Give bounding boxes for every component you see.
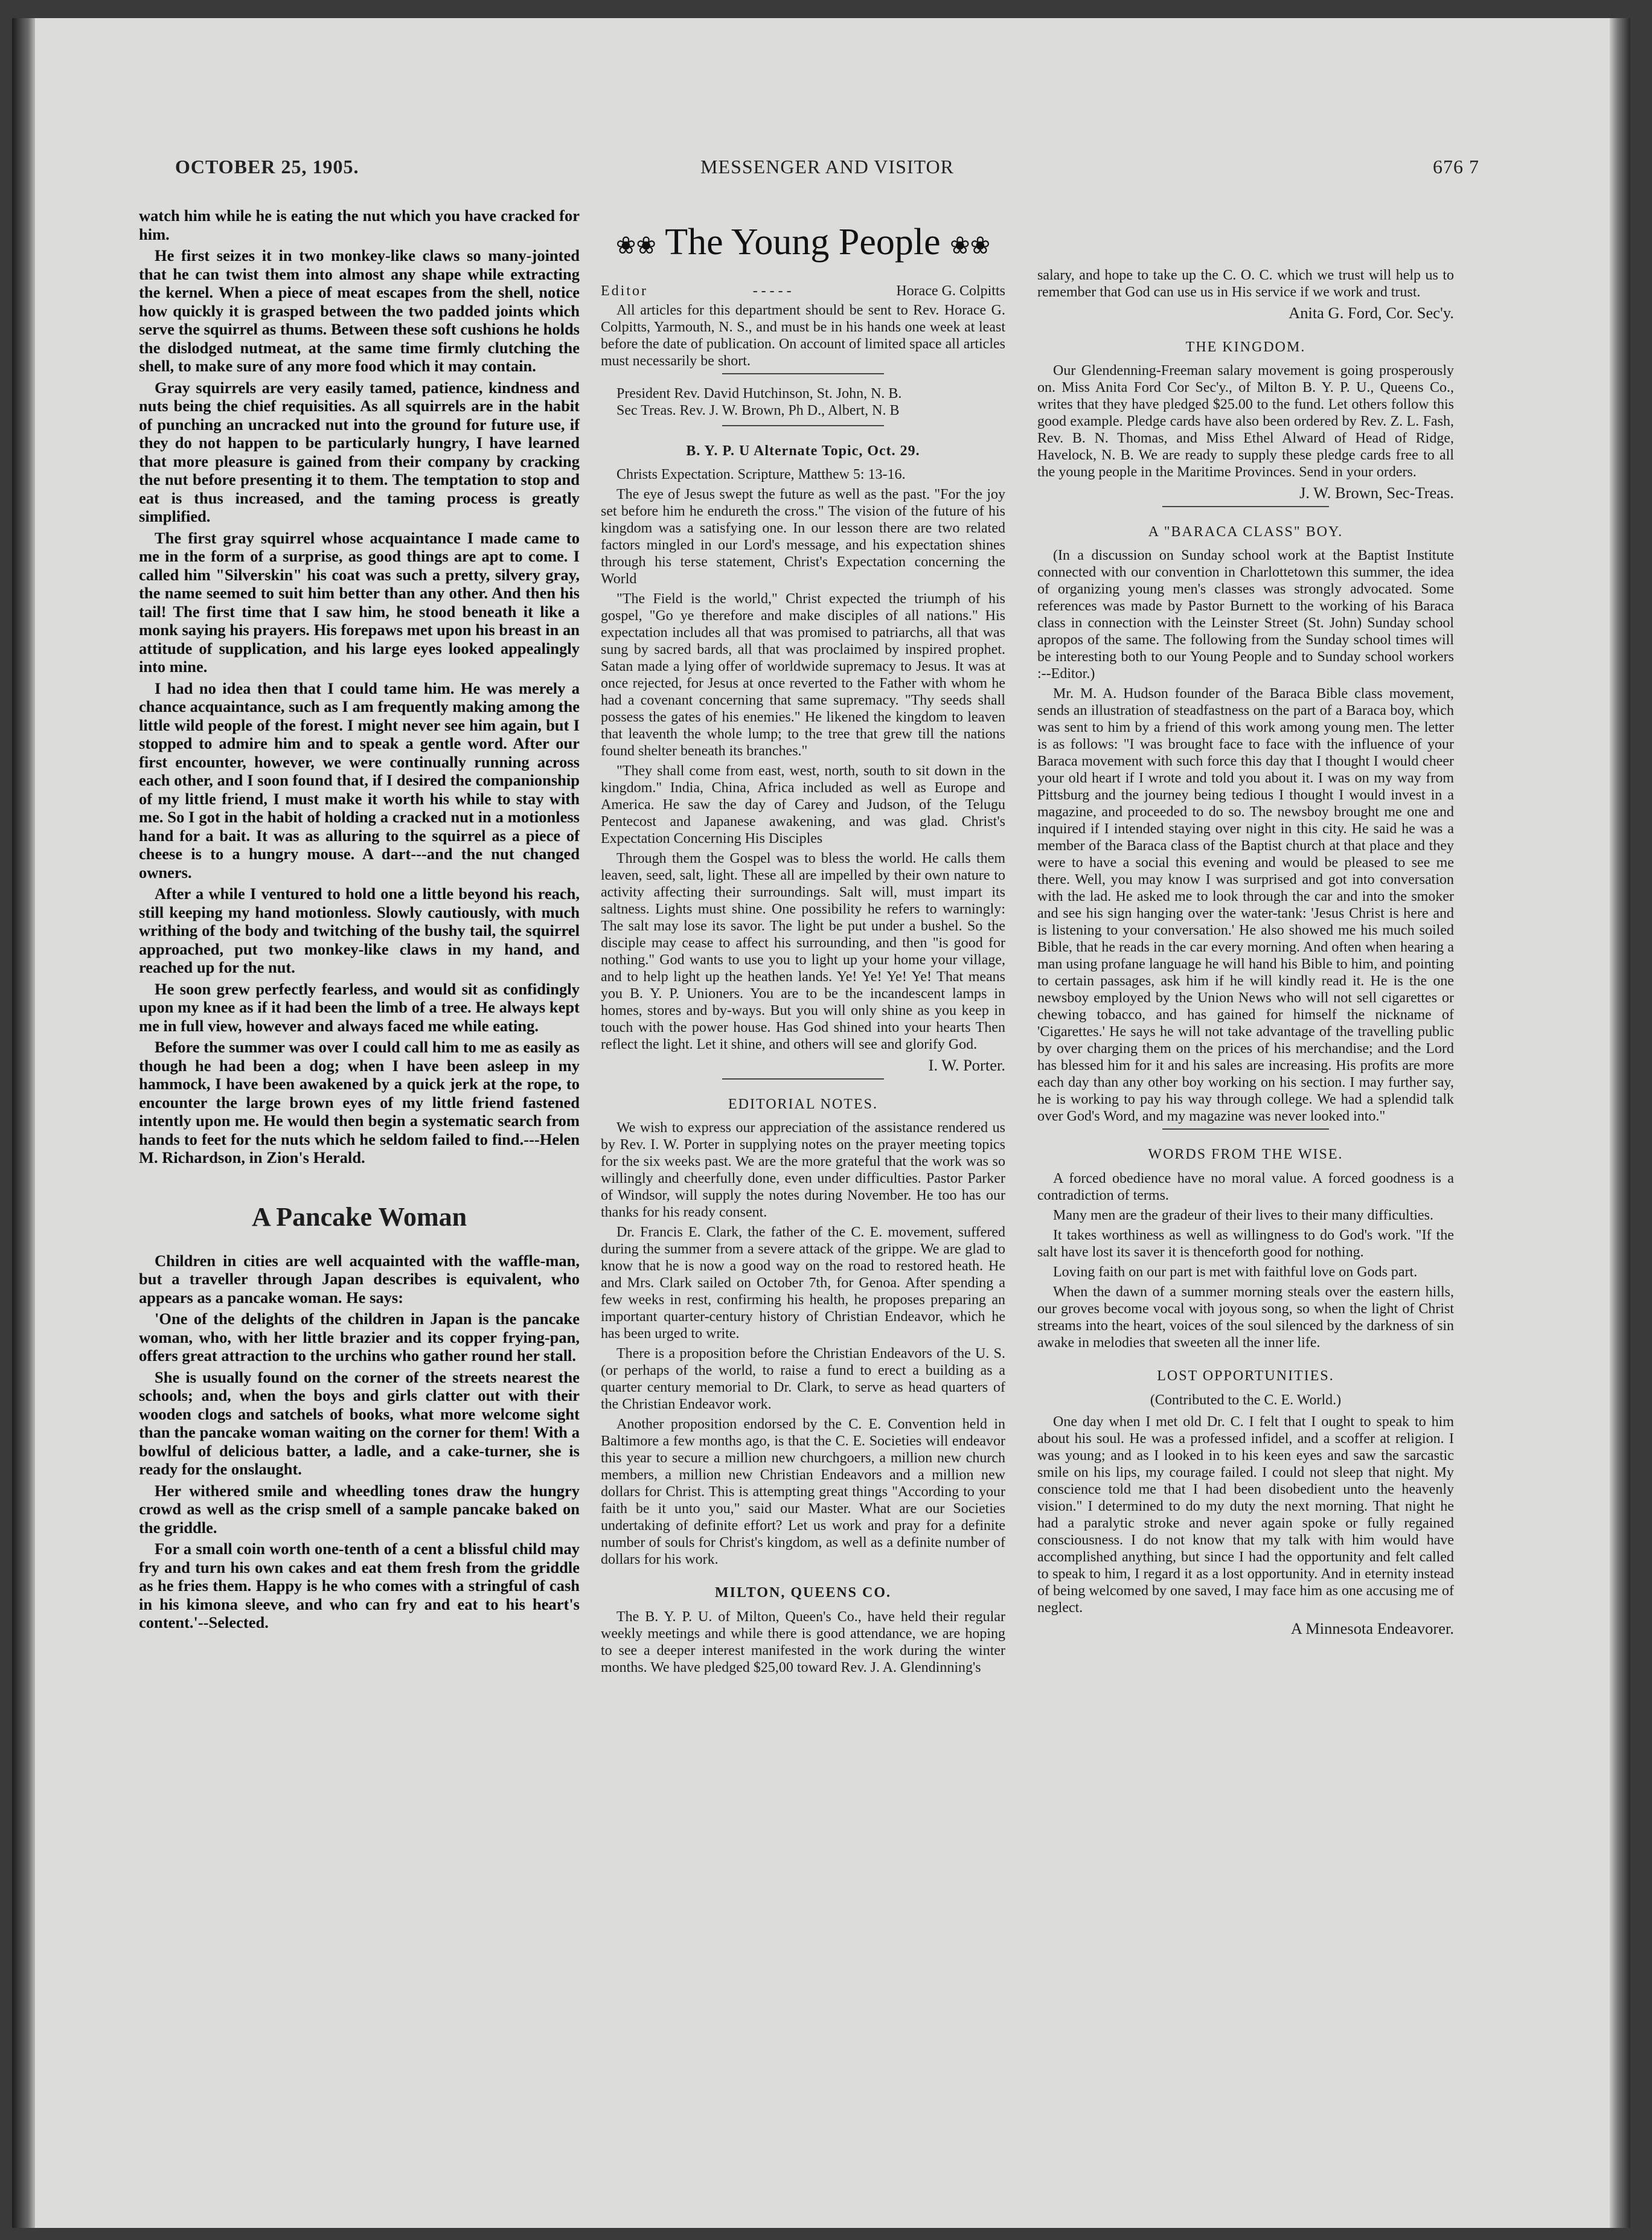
editor-name: Horace G. Colpitts — [896, 283, 1005, 299]
paragraph: She is usually found on the corner of the streets nearest the schools; and, when the boys and girls clatter out with their wooden clogs and satchels of books, what more welcome sight than the pancake woman waiting on the corner for them! With a bowlful of delicious batter, a ladle, and a cake-turner, she is ready for the onslaught. — [139, 1368, 580, 1478]
paragraph: When the dawn of a summer morning steals over the eastern hills, our groves become vocal with joyous song, so when the light of Christ streams into the heart, voices of the soul silenced by the darkness of sin awake in melodies that sweeten all the inner life. — [1037, 1284, 1454, 1351]
divider — [1162, 506, 1329, 507]
paragraph: The B. Y. P. U. of Milton, Queen's Co., have held their regular weekly meetings and while there is good attendance, we are hoping to see a deeper interest manifested in the work during the winter months. We have pledged $25,00 toward Rev. J. A. Glendinning's — [601, 1608, 1005, 1675]
paragraph: I had no idea then that I could tame him. He was merely a chance acquaintance, such as I am frequently making among the little wild people of the forest. I might never see him again, but I stopped to admire him and to speak a gentle word. After our first encounter, however, we were continually running across each other, and I soon found that, if I desired the companionship of my little friend, I must make it worth his while to stay with me. So I got in the habit of holding a cracked nut in a motionless hand for a bait. It was as alluring to the squirrel as a piece of cheese is to a hungry mouse. A dart---and the nut changed owners. — [139, 679, 580, 882]
pancake-article — [139, 1252, 580, 1632]
newspaper-title: MESSENGER AND VISITOR — [700, 156, 954, 178]
column-middle — [601, 206, 1005, 1679]
paragraph: The first gray squirrel whose acquaintance I made came to me in the form of a surprise, as good things are apt to come. I called him "Silverskin" his coat was such a pretty, silvery gray, the name seemed to suit him better than any other. And then his tail! The first time that I saw him, he stood beneath it like a monk saying his prayers. His forepaws met upon his breast in an attitude of supplication, and his large eyes looked appealingly into mine. — [139, 528, 580, 676]
officer-line: Sec Treas. Rev. J. W. Brown, Ph D., Albert, N. B — [616, 402, 900, 418]
signature: I. W. Porter. — [928, 1056, 1005, 1075]
wise-heading: WORDS FROM THE WISE. — [1148, 1147, 1343, 1162]
ornament-icon: ❀❀ — [615, 231, 656, 259]
paragraph: Many men are the gradeur of their lives to their many difficulties. — [1053, 1207, 1434, 1223]
editor-dashes: - - - - - — [752, 283, 792, 299]
signature: J. W. Brown, Sec-Treas. — [1299, 484, 1454, 502]
paragraph: Mr. M. A. Hudson founder of the Baraca Bible class movement, sends an illustration of steadfastness on the part of a Baraca boy, which was sent to him by a friend of this work among young men. The letter is as follows: "I was brought face to face with the influence of your Baraca movement with such force this day that I thought I would cheer your old heart if I wrote and told you about it. I was on my way from Pittsburg and the journey being tedious I thought I would invest in a magazine, and proceeded to do so. The newsboy brought me one and inquired if I intended staying over night in this city. He said he was a member of the Baraca class of the Baptist church at that place and they were to have a social this evening and would be pleased to see me there. Well, you may know I was surprised and got into conversation with the lad. He asked me to look through the car and into the smoker and see his sign hanging over the water-tank: 'Jesus Christ is here and is listening to your conversation.' He also showed me his much soiled Bible, that he reads in the car every morning. And often when hearing a man using profane language he will hand his Bible to him, and pointing to certain passages, ask him if he will kindly read it. He is the one newsboy employed by the Union News who will not sell cigarettes or chewing tobacco, and has gained for himself the nickname of 'Cigarettes.' He says he will not take advantage of the travelling public by over charging them on the prices of his merchandise; and the Lord has blessed him for it and his sales are increasing. His profits are more each day than any other boy working on his section. I may further say, he is working to pay his way through college. We had a splendid talk over God's Word, and my magazine was never looked into." — [1037, 686, 1454, 1124]
paragraph: Loving faith on our part is met with faithful love on Gods part. — [1053, 1264, 1418, 1280]
signature: A Minnesota Endeavorer. — [1290, 1619, 1454, 1637]
paragraph: Gray squirrels are very easily tamed, patience, kindness and nuts being the chief requisities. As all squirrels are in the habit of punching an uncracked nut into the ground for future use, if they do not happen to be particularly hungry, I have learned that more pleasure is gained from their company by cracking the nut before presenting it to them. The temptation to stop and eat is thus increased, and the taming process is greatly simplified. — [139, 378, 580, 525]
officer-line: President Rev. David Hutchinson, St. John, N. B. — [616, 385, 902, 402]
editor-label: Editor — [601, 283, 648, 299]
page-header — [175, 150, 1479, 186]
paragraph: He first seizes it in two monkey-like claws so many-jointed that he can twist them into almost any shape while extracting the kernel. When a piece of meat escapes from the shell, notice how quickly it is grasped between the two padded joints which serve the squirrel as thums. Between these soft cushions he holds the dislodged nutmeat, at the same time firmly clutching the shell, to make sure of any more food which it may contain. — [139, 246, 580, 375]
paragraph: For a small coin worth one-tenth of a cent a blissful child may fry and turn his own cakes and eat them fresh from the griddle as he fries them. Happy is he who comes with a stringful of cash in his kimona sleeve, and who can fry and eat to his heart's content.'--Selected. — [139, 1540, 580, 1631]
paragraph: 'One of the delights of the children in Japan is the pancake woman, who, with her little brazier and its copper frying-pan, offers great attraction to the urchins who gather round her stall. — [139, 1310, 580, 1365]
divider — [722, 1078, 884, 1080]
topic-title: B. Y. P. U Alternate Topic, Oct. 29. — [686, 443, 920, 459]
lost-opportunities-heading: LOST OPPORTUNITIES. — [1157, 1368, 1334, 1384]
milton-heading: MILTON, QUEENS CO. — [714, 1585, 892, 1601]
kingdom-heading: THE KINGDOM. — [1185, 339, 1306, 355]
paragraph: It takes worthiness as well as willingness to do God's work. "If the salt have lost its saver it is thenceforth good for nothing. — [1037, 1227, 1454, 1260]
paragraph: A forced obedience have no moral value. A forced goodness is a contradiction of terms. — [1037, 1170, 1454, 1203]
paragraph: The eye of Jesus swept the future as well as the past. "For the joy set before him he endureth the cross." The vision of the future of his kingdom was a satisfying one. In our lesson there are two related factors mingled in our Lord's message, and his expectation shines through his terse statement, Christ's Expectation concerning the World — [601, 487, 1005, 587]
section-title: The Young People — [665, 222, 941, 263]
paragraph: "They shall come from east, west, north, south to sit down in the kingdom." India, China, Africa included as well as Europe and America. He saw the day of Carey and Judson, of the Telugu Pentecost and Japanese awakening, and was glad. Christ's Expectation Concerning His Disciples — [601, 763, 1005, 847]
page-number: 676 7 — [1433, 156, 1479, 178]
squirrel-article — [139, 206, 580, 1167]
lost-opportunities-subtitle: (Contributed to the C. E. World.) — [1150, 1392, 1342, 1408]
divider — [722, 373, 884, 374]
paragraph: Before the summer was over I could call him to me as easily as though he had been a dog; when I have been asleep in my hammock, I have been awakened by a quick jerk at the rope, to encounter the large brown eyes of my little friend fastened intently upon me. He would then begin a systematic search from hands to feet for the nuts which he seldom failed to find.---Helen M. Richardson, in Zion's Herald. — [139, 1038, 580, 1166]
paragraph: There is a proposition before the Christian Endeavors of the U. S. (or perhaps of the world, to raise a fund to erect a building as a quarter century memorial to Dr. Clark, to serve as head quarters of the Christian Endeavor work. — [601, 1346, 1005, 1413]
newspaper-page — [12, 18, 1630, 2228]
divider — [722, 425, 884, 426]
paragraph: One day when I met old Dr. C. I felt that I ought to speak to him about his soul. He was a professed infidel, and a scoffer at religion. I was young; and as I looked in to his keen eyes and saw the sarcastic smile on his lips, my courage failed. I could not sleep that night. My conscience told me that I had been disobedient unto the heavenly vision." I determined to do my duty the next morning. That night he had a paralytic stroke and never again spoke or fully regained consciousness. I do not know that my talk with him would have accomplished anything, but since I had the opportunity and felt called to speak to him, I regard it as a lost opportunity. And in eternity instead of being welcomed by one saved, I may face him as one accusing me of neglect. — [1037, 1413, 1454, 1616]
paragraph: Our Glendenning-Freeman salary movement is going prosperously on. Miss Anita Ford Cor Sec'y., of Milton B. Y. P. U., Queens Co., writes that they have pledged $25.00 to the fund. Let others follow this good example. Pledge cards have also been ordered by Rev. Z. L. Fash, Rev. B. N. Thomas, and Miss Ethel Alward of Head of Ridge, Havelock, N. B. We are ready to supply these pledge cards free to all the young people in the Maritime Provinces. Send in your orders. — [1037, 363, 1454, 480]
pancake-woman-heading: A Pancake Woman — [251, 1202, 467, 1232]
paragraph: He soon grew perfectly fearless, and would sit as confidingly upon my knee as if it had been the limb of a tree. He always kept me in full view, however and always faced me while eating. — [139, 979, 580, 1035]
paragraph: After a while I ventured to hold one a little beyond his reach, still keeping my hand motionless. Slowly cautiously, with much writhing of the body and twitching of the bushy tail, the squirrel approached, put two monkey-like claws in my hand, and reached up for the nut. — [139, 885, 580, 976]
baraca-heading: A "BARACA CLASS" BOY. — [1148, 523, 1343, 540]
paragraph: (In a discussion on Sunday school work at the Baptist Institute connected with our convention in Charlottetown this summer, the idea of organizing young men's classes was strongly advocated. Some references was made by Pastor Burnett to the working of his Baraca class in connection with the Leinster Street (St. John) Sunday school apropos of the same. The following from the Sunday school times will be interesting both to our Young People and to Sunday school workers :--Editor.) — [1037, 548, 1454, 682]
paragraph: "The Field is the world," Christ expected the triumph of his gospel, "Go ye therefore and make disciples of all nations." His expectation includes all that was promised to patriarchs, all that was sung by sacred bards, all that was proclaimed by inspired prophet. Satan made a lying offer of worldwide supremacy to Jesus. It was at once rejected, for Jesus at once reverted to the Father with whom he had a covenant concerning that same supremacy. "Thy seeds shall possess the gates of his enemies." He likened the kingdom to leaven that leaventh the whole lump; to the tree that grew till the nations found shelter beneath its branches." — [601, 591, 1005, 760]
page-edge — [1610, 18, 1630, 2228]
editorial-notes-heading: EDITORIAL NOTES. — [728, 1096, 878, 1112]
paragraph: Through them the Gospel was to bless the world. He calls them leaven, seed, salt, light. These all are impelled by their own nature to activity affecting their surroundings. Salt will, must impart its saltness. Lights must shine. One possibility he refers to warningly: The salt may lose its savor. The light be put under a bushel. So the disciple may cease to affect his surrounding, and then "is good for nothing." God wants to use you to light up your home your village, and to help light up the heathen lands. Ye! Ye! Ye! Ye! That means you B. Y. P. Unioners. You are to be the incandescent lamps in homes, stores and by-ways. But you will only shine as you keep in touch with the power house. Has God shined into your hearts Then reflect the light. Let it shine, and others will see and glorify God. — [601, 851, 1005, 1053]
paragraph: salary, and hope to take up the C. O. C. which we trust will help us to remember that God can use us in His service if we work and trust. — [1037, 267, 1454, 300]
editor-note: All articles for this department should be sent to Rev. Horace G. Colpitts, Yarmouth, N. S., and must be in his hands one week at least before the date of publication. On account of limited space all articles must necessarily be short. — [601, 302, 1005, 369]
column-left — [139, 206, 580, 1635]
divider — [1162, 1128, 1329, 1130]
paragraph: Dr. Francis E. Clark, the father of the C. E. movement, suffered during the summer from a severe attack of the grippe. We are glad to know that he is now a good way on the road to restored heath. He and Mrs. Clark sailed on October 7th, for Genoa. After spending a few weeks in rest, confirming his health, he proposes preparing an important quarter-century history of Christian Endeavor, which he has been urged to write. — [601, 1224, 1005, 1342]
paragraph: Another proposition endorsed by the C. E. Convention held in Baltimore a few months ago, is that the C. E. Societies will endeavor this year to secure a million new churchgoers, a million new church members, a million new Christian Endeavors and a million new dollars for Christ. This is attempting great things "According to your faith be it unto you," said our Master. What are our Societies undertaking of definite effort? Let us work and pray for a definite number of souls for Christ's kingdom, as well as a definite number of dollars for his work. — [601, 1416, 1005, 1568]
paragraph: watch him while he is eating the nut which you have cracked for him. — [139, 206, 580, 243]
young-people-heading — [601, 221, 1005, 267]
issue-date: OCTOBER 25, 1905. — [175, 156, 359, 178]
editor-line — [601, 283, 1005, 299]
paragraph: Children in cities are well acquainted with the waffle-man, but a traveller through Japan describes is equivalent, who appears as a pancake woman. He says: — [139, 1251, 580, 1307]
binding-gutter — [12, 18, 35, 2228]
topic-line: Christs Expectation. Scripture, Matthew 5: 13-16. — [616, 467, 906, 483]
paragraph: Her withered smile and wheedling tones draw the hungry crowd as well as the crisp smell of a sample pancake baked on the griddle. — [139, 1481, 580, 1537]
paragraph: We wish to express our appreciation of the assistance rendered us by Rev. I. W. Porter in supplying notes on the prayer meeting topics for the six weeks past. We are the more grateful that the work was so willingly and cheerfully done, even under difficulties. Pastor Parker of Windsor, will supply the notes during November. He too has our thanks for his ready consent. — [601, 1120, 1005, 1221]
signature: Anita G. Ford, Cor. Sec'y. — [1289, 304, 1454, 322]
column-right — [1037, 206, 1454, 1641]
ornament-icon: ❀❀ — [950, 231, 991, 259]
